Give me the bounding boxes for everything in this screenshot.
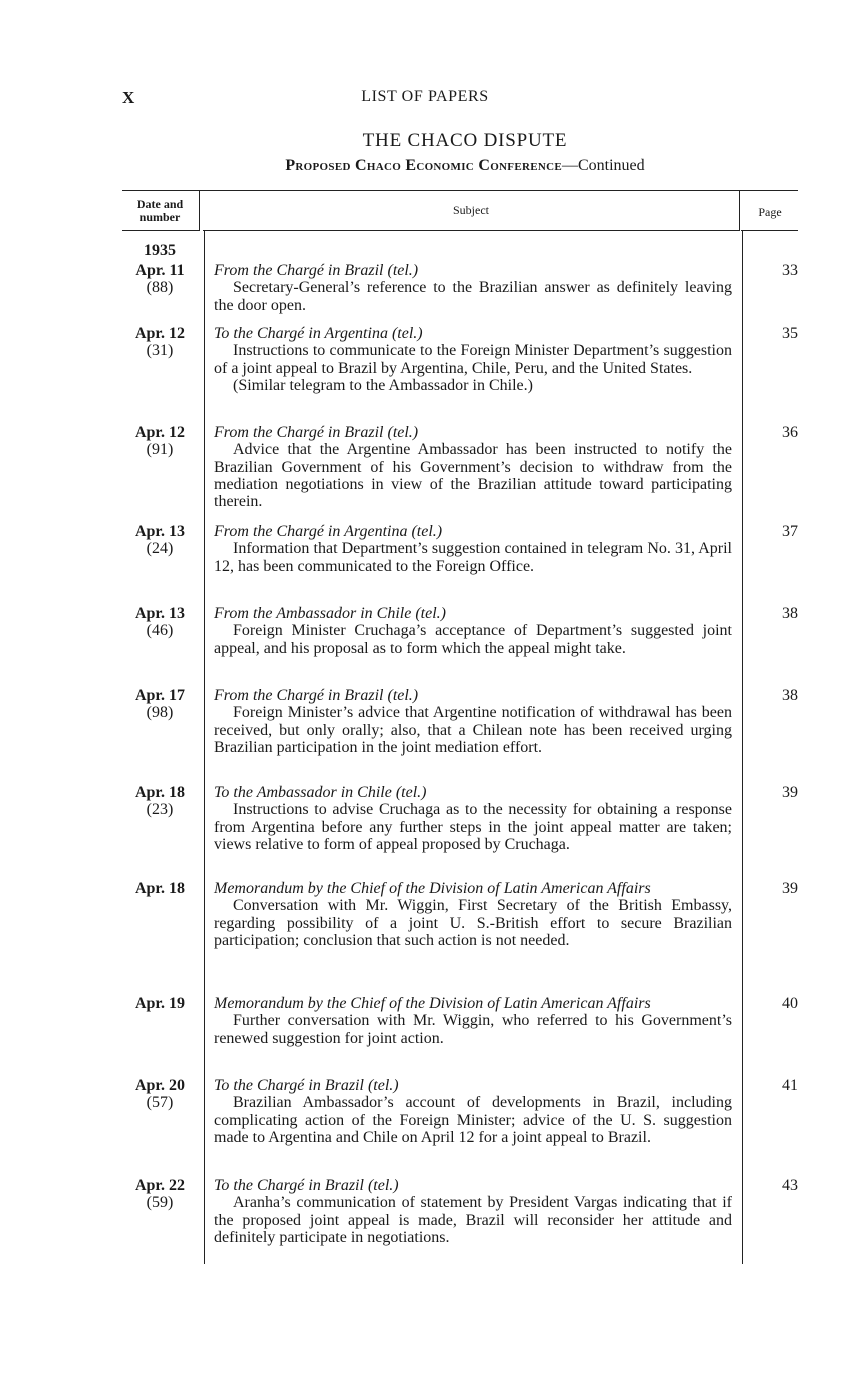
entry-date: Apr. 20	[134, 1077, 186, 1094]
entry-date-cell	[122, 1077, 198, 1111]
entry-source	[214, 262, 732, 279]
entry-date-cell	[122, 687, 198, 721]
entry-source-text: To the Chargé in Brazil	[214, 1177, 364, 1194]
entry-description: Further conversation with Mr. Wiggin, who referred to his Government’s renewed suggestion for joint action.	[214, 1012, 732, 1047]
entry-date: Apr. 12	[134, 325, 186, 342]
entry-tel: (tel.)	[387, 262, 419, 279]
entry-date: Apr. 12	[134, 424, 186, 441]
entry-page: 40	[782, 995, 798, 1012]
entry-date: Apr. 18	[134, 880, 186, 897]
entry-page: 33	[782, 262, 798, 279]
entry-page: 36	[782, 424, 798, 441]
entry-page: 35	[782, 325, 798, 342]
entry-source-text: Memorandum by the Chief of the Division of Latin American Affairs	[214, 995, 651, 1012]
entry-source	[214, 1177, 732, 1194]
entry-subject-cell	[214, 523, 732, 575]
entry-source-text: To the Chargé in Brazil	[214, 1077, 364, 1094]
column-header-subject: Subject	[453, 203, 489, 217]
entry-tel: (tel.)	[387, 424, 419, 441]
entry-source	[214, 784, 732, 801]
entry-page: 38	[782, 605, 798, 622]
entry-date-cell	[122, 1177, 198, 1211]
entry-source	[214, 523, 732, 540]
entry-description: Instructions to communicate to the Foreign Minister Department’s suggestion of a joint appeal to Brazil by Argentina, Chile, Peru, and the United States.	[214, 342, 732, 377]
entry-date: Apr. 11	[135, 262, 185, 279]
entry-source-text: From the Chargé in Argentina	[214, 523, 408, 540]
entry-description: Brazilian Ambassador’s account of developments in Brazil, including complicating action of the Foreign Minister; advice of the U. S. suggestion made to Argentina and Chile on April 12 for a joint appeal to Brazil.	[214, 1094, 732, 1146]
entry-page-cell	[742, 325, 798, 343]
entry-tel: (tel.)	[415, 605, 446, 622]
entry-date: Apr. 13	[134, 605, 186, 622]
entry-page-cell	[742, 1177, 798, 1195]
entry-source-text: From the Ambassador in Chile	[214, 605, 412, 622]
column-header-page: Page	[758, 205, 782, 219]
table-top-rule	[122, 190, 798, 191]
entry-description: Secretary-General’s reference to the Brazilian answer as definitely leaving the door open.	[214, 279, 732, 314]
entry-subject-cell	[214, 424, 732, 510]
entry-page: 41	[782, 1077, 798, 1094]
entry-tel: (tel.)	[391, 325, 423, 342]
entry-page-cell	[742, 784, 798, 802]
entry-number: (88)	[146, 279, 174, 296]
entry-number: (57)	[146, 1094, 174, 1111]
entry-tel: (tel.)	[411, 523, 443, 540]
page-numeral: X	[122, 88, 135, 107]
entry-page: 37	[782, 523, 798, 540]
entry-date: Apr. 13	[134, 523, 186, 540]
entry-date-cell	[122, 995, 198, 1012]
entry-date-cell	[122, 784, 198, 818]
entry-tel: (tel.)	[367, 1077, 399, 1094]
section-title: THE CHACO DISPUTE	[362, 130, 568, 151]
entry-date: Apr. 19	[134, 995, 186, 1012]
entry-number: (91)	[146, 441, 174, 458]
entry-source-text: From the Chargé in Brazil	[214, 687, 384, 704]
running-head	[120, 88, 730, 110]
entry-source-text: To the Ambassador in Chile	[214, 784, 392, 801]
column-header-date: Date and number	[136, 197, 184, 224]
entry-date: Apr. 18	[134, 784, 186, 801]
entry-subject-cell	[214, 687, 732, 756]
entry-description: Conversation with Mr. Wiggin, First Secretary of the British Embassy, regarding possibility of a joint U. S.-British effort to secure Brazilian participation; conclusion that such action is not needed.	[214, 897, 732, 949]
entry-date-cell	[122, 424, 198, 458]
entry-date-cell	[122, 262, 198, 296]
entry-date-cell	[122, 605, 198, 639]
entry-date-cell	[122, 880, 198, 897]
entry-source	[214, 605, 732, 622]
entry-number: (59)	[146, 1194, 174, 1211]
entry-description: Instructions to advise Cruchaga as to the necessity for obtaining a response from Argentina before any further steps in the joint appeal matter are taken; views relative to form of appeal proposed by Cruchaga.	[214, 801, 732, 853]
entry-description: Foreign Minister Cruchaga’s acceptance of Department’s suggested joint appeal, and his proposal as to form which the appeal might take.	[214, 622, 732, 657]
entry-source-text: From the Chargé in Brazil	[214, 424, 384, 441]
entry-page-cell	[742, 1077, 798, 1095]
entry-page-cell	[742, 523, 798, 541]
entry-tel: (tel.)	[395, 784, 427, 801]
entry-date-cell	[122, 523, 198, 557]
running-title: LIST OF PAPERS	[361, 88, 489, 105]
header-rule-subject	[203, 230, 739, 231]
entry-date: Apr. 22	[134, 1177, 186, 1194]
subsection-name: Proposed Chaco Economic Conference	[285, 157, 562, 174]
entry-note: (Similar telegram to the Ambassador in Chile.)	[233, 376, 533, 394]
header-divider-left	[199, 191, 200, 231]
entry-source	[214, 995, 732, 1012]
header-divider-right	[739, 191, 740, 231]
entry-page: 39	[782, 880, 798, 897]
entry-page-cell	[742, 995, 798, 1013]
header-rule-date	[122, 230, 199, 231]
entry-tel: (tel.)	[387, 687, 419, 704]
entry-subject-cell	[214, 262, 732, 314]
entry-number: (31)	[146, 342, 174, 359]
entry-subject-cell	[214, 1177, 732, 1246]
entry-source-text: To the Chargé in Argentina	[214, 325, 388, 342]
entry-subject-cell	[214, 995, 732, 1047]
entry-subject-cell	[214, 325, 732, 394]
entry-subject-cell	[214, 784, 732, 853]
subsection-title	[120, 157, 810, 175]
entry-date: Apr. 17	[134, 687, 186, 704]
entry-number: (46)	[146, 622, 174, 639]
entry-number: (24)	[146, 540, 174, 557]
entry-page: 39	[782, 784, 798, 801]
entry-description: Foreign Minister’s advice that Argentine notification of withdrawal has been received, but only orally; also, that a Chilean note has been received urging Brazilian participation in the joint mediation effort.	[214, 704, 732, 756]
entry-page-cell	[742, 605, 798, 623]
year-label: 1935	[144, 242, 176, 259]
entry-number: (98)	[146, 704, 174, 721]
entry-source	[214, 880, 732, 897]
column-divider-right	[742, 231, 743, 1264]
entry-tel: (tel.)	[367, 1177, 399, 1194]
entry-subject-cell	[214, 1077, 732, 1146]
entry-page-cell	[742, 262, 798, 280]
entry-description: Advice that the Argentine Ambassador has been instructed to notify the Brazilian Government of his Government’s decision to withdraw from the mediation negotiations in view of the Brazilian attitude toward participating therein.	[214, 441, 732, 511]
entry-source	[214, 424, 732, 441]
entry-source	[214, 325, 732, 342]
entry-description: Aranha’s communication of statement by President Vargas indicating that if the proposed joint appeal is made, Brazil will reconsider her attitude and definitely participate in negotiations.	[214, 1194, 732, 1246]
entry-subject-cell	[214, 605, 732, 657]
header-rule-page	[741, 230, 798, 231]
entry-source	[214, 1077, 732, 1094]
entry-page-cell	[742, 880, 798, 898]
entry-number: (23)	[146, 801, 174, 818]
entry-source-text: Memorandum by the Chief of the Division of Latin American Affairs	[214, 880, 651, 897]
entry-page: 38	[782, 687, 798, 704]
column-divider-left	[204, 231, 205, 1264]
entry-page: 43	[782, 1177, 798, 1194]
entry-page-cell	[742, 424, 798, 442]
entry-page-cell	[742, 687, 798, 705]
entry-source-text: From the Chargé in Brazil	[214, 262, 384, 279]
entry-description: Information that Department’s suggestion contained in telegram No. 31, April 12, has been communicated to the Foreign Office.	[214, 540, 732, 575]
entry-source	[214, 687, 732, 704]
subsection-suffix: —Continued	[561, 157, 645, 174]
entry-date-cell	[122, 325, 198, 359]
entry-subject-cell	[214, 880, 732, 949]
